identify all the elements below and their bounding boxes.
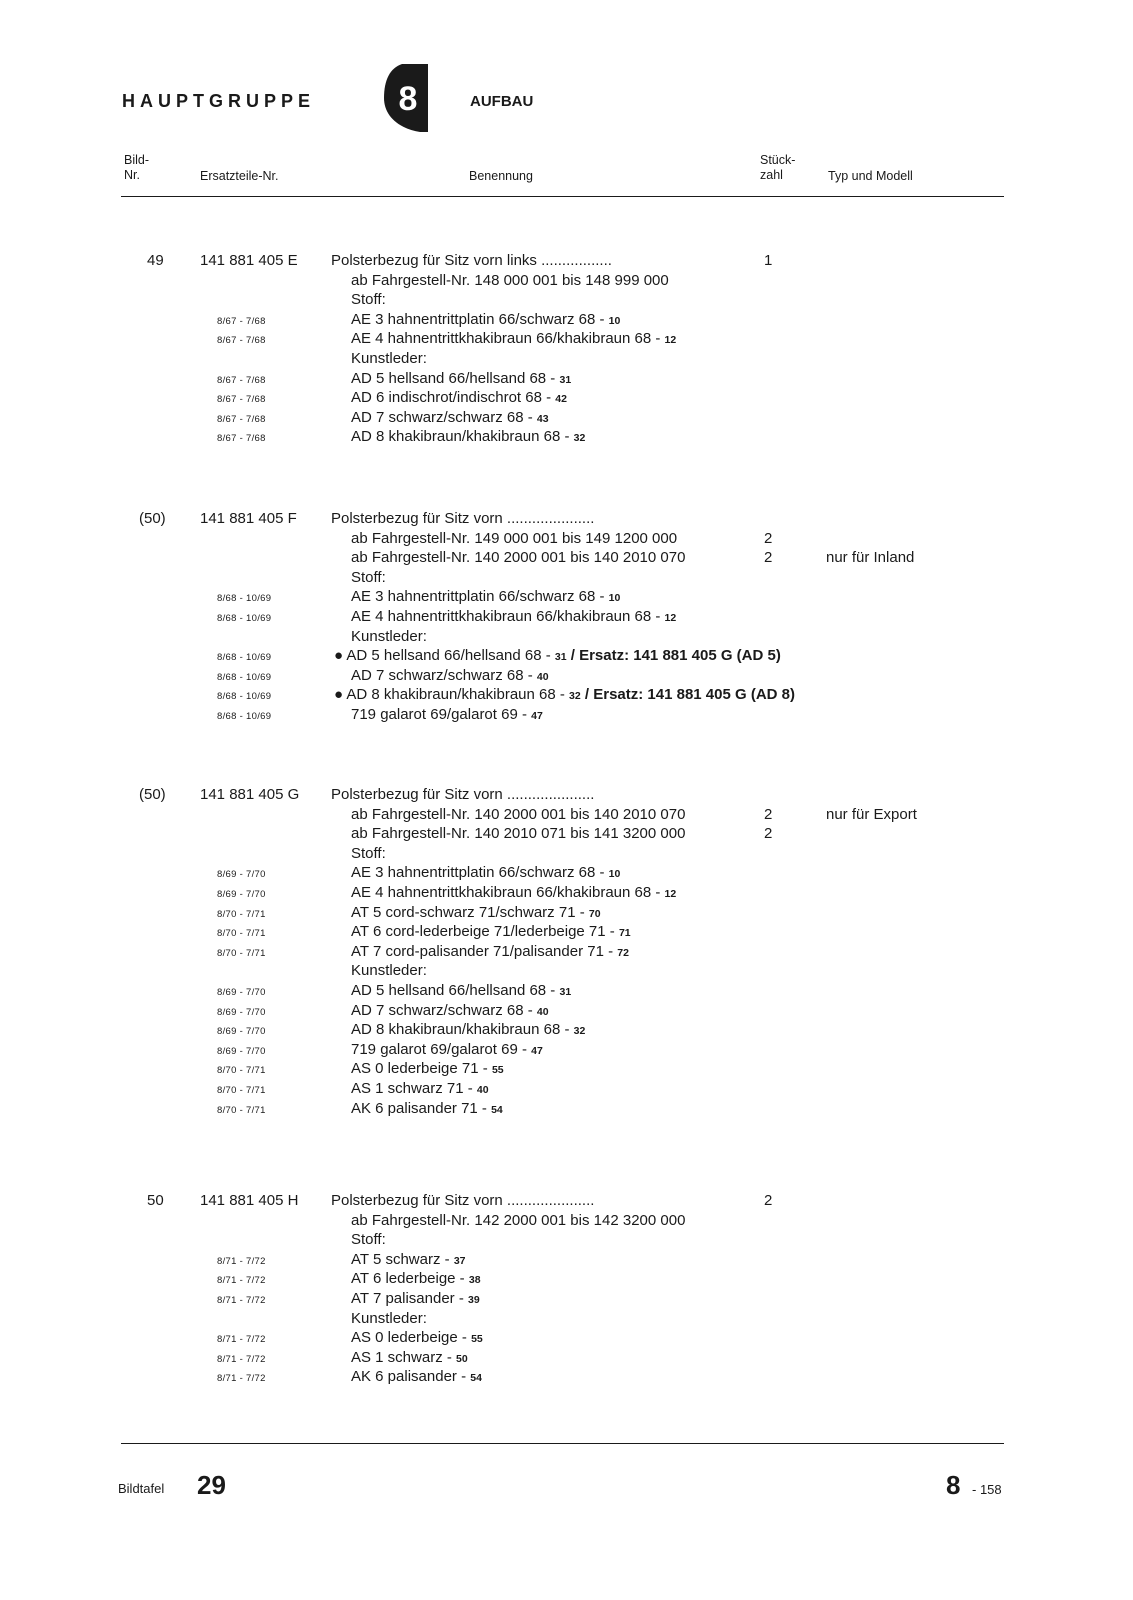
column-header-bild-line1: Bild- <box>124 153 150 167</box>
parts-row <box>120 1059 1000 1079</box>
color-code: 32 <box>569 690 581 703</box>
color-code: 40 <box>536 1005 549 1018</box>
footer-page-group: 8 <box>946 1470 961 1500</box>
validity-dates: 8/71 - 7/72 <box>217 1334 266 1346</box>
color-code: 32 <box>573 1025 586 1038</box>
description <box>351 290 386 310</box>
parts-row <box>120 607 1000 627</box>
description <box>351 587 620 608</box>
description-text: Kunstleder: <box>351 350 427 367</box>
parts-row <box>120 942 1000 962</box>
description <box>331 251 612 271</box>
description <box>351 1328 483 1349</box>
color-code: 40 <box>476 1084 489 1096</box>
validity-dates: 8/69 - 7/70 <box>217 987 266 998</box>
description-text: Polsterbezug für Sitz vorn ..................... <box>331 510 595 527</box>
description-text: Polsterbezug für Sitz vorn ..................... <box>331 1192 595 1209</box>
color-code: 39 <box>468 1294 480 1306</box>
color-code: 37 <box>453 1254 466 1267</box>
parts-row <box>120 1328 1000 1348</box>
column-header-model: Typ und Modell <box>828 169 913 183</box>
column-header-part-number: Ersatzteile-Nr. <box>200 169 279 183</box>
quantity: 2 <box>764 529 773 547</box>
color-code: 47 <box>531 1044 543 1057</box>
validity-dates: 8/68 - 10/69 <box>217 691 272 703</box>
parts-row <box>120 568 1000 588</box>
description <box>351 1250 466 1271</box>
description-text: AD 6 indischrot/indischrot 68 - <box>351 389 556 407</box>
parts-row <box>120 290 1000 310</box>
parts-row <box>120 408 1000 428</box>
description-text: AT 5 cord-schwarz 71/schwarz 71 - <box>351 903 589 921</box>
description-text: AT 6 lederbeige - <box>351 1270 469 1288</box>
group-badge <box>382 62 432 134</box>
column-header-bild <box>124 153 149 183</box>
parts-row <box>120 981 1000 1001</box>
color-code: 12 <box>664 334 677 347</box>
description <box>351 1289 480 1310</box>
validity-dates: 8/67 - 7/68 <box>217 433 266 445</box>
description <box>351 1040 543 1061</box>
description <box>351 922 631 943</box>
description <box>351 388 567 409</box>
validity-dates: 8/70 - 7/71 <box>217 1085 266 1096</box>
parts-row <box>120 863 1000 883</box>
description <box>351 408 549 429</box>
validity-dates: 8/69 - 7/70 <box>217 1006 266 1018</box>
description <box>351 1309 427 1329</box>
illustration-number: 49 <box>147 252 164 269</box>
description <box>351 568 386 588</box>
replacement-note: / Ersatz: 141 881 405 G (AD 8) <box>580 686 795 704</box>
description <box>351 1348 468 1369</box>
description <box>351 627 427 647</box>
parts-row <box>120 1230 1000 1250</box>
parts-row <box>120 922 1000 942</box>
parts-row <box>120 1040 1000 1060</box>
parts-row <box>120 369 1000 389</box>
description-text: ab Fahrgestell-Nr. 140 2000 001 bis 140 2010 070 <box>351 805 686 823</box>
group-badge-number: 8 <box>398 80 418 118</box>
quantity: 2 <box>764 825 773 843</box>
color-code: 31 <box>554 651 567 664</box>
description-text: 719 galarot 69/galarot 69 - <box>351 706 532 723</box>
column-header-quantity-line1: Stück- <box>760 153 796 167</box>
description-text: Stoff: <box>351 1231 386 1249</box>
color-code: 54 <box>491 1103 503 1116</box>
color-code: 10 <box>608 314 621 327</box>
description <box>351 1079 489 1100</box>
description-text: Kunstleder: <box>351 1309 427 1327</box>
model-note: nur für Inland <box>826 549 915 567</box>
description <box>351 1059 504 1080</box>
illustration-number: 50 <box>147 1192 164 1209</box>
description-text: AE 4 hahnentrittkhakibraun 66/khakibraun 68 - <box>351 884 665 901</box>
description <box>351 271 669 291</box>
parts-row <box>120 349 1000 369</box>
description <box>334 685 795 706</box>
description <box>351 529 677 549</box>
description <box>351 349 427 369</box>
validity-dates: 8/71 - 7/72 <box>217 1275 266 1287</box>
bullet-icon: ● <box>334 647 344 665</box>
section-title: AUFBAU <box>470 93 534 110</box>
parts-row <box>120 329 1000 349</box>
description <box>351 369 571 390</box>
validity-dates: 8/71 - 7/72 <box>217 1295 266 1306</box>
description <box>334 646 781 667</box>
description-text: AD 5 hellsand 66/hellsand 68 - <box>343 647 555 665</box>
description-text: AE 4 hahnentrittkhakibraun 66/khakibraun 68 - <box>351 608 665 625</box>
description-text: Polsterbezug für Sitz vorn links ................. <box>331 252 612 269</box>
parts-row <box>120 1211 1000 1231</box>
validity-dates: 8/70 - 7/71 <box>217 908 266 920</box>
description <box>351 666 549 687</box>
model-note: nur für Export <box>826 805 917 823</box>
parts-row <box>120 646 1000 666</box>
parts-row <box>120 627 1000 647</box>
parts-row <box>120 666 1000 686</box>
color-code: 43 <box>536 412 549 425</box>
parts-row <box>120 1367 1000 1387</box>
description <box>331 1191 594 1211</box>
description <box>351 863 620 884</box>
illustration-number: (50) <box>139 786 166 803</box>
description-text: AD 5 hellsand 66/hellsand 68 - <box>351 982 560 999</box>
description-text: Stoff: <box>351 568 386 586</box>
description-text: AD 7 schwarz/schwarz 68 - <box>351 408 537 426</box>
quantity: 1 <box>764 252 773 269</box>
parts-row <box>120 883 1000 903</box>
description-text: AK 6 palisander 71 - <box>351 1099 492 1117</box>
main-group-title: HAUPTGRUPPE <box>122 91 316 111</box>
part-number: 141 881 405 G <box>200 786 300 803</box>
parts-row <box>120 961 1000 981</box>
description <box>351 1099 503 1120</box>
description-text: AT 6 cord-lederbeige 71/lederbeige 71 - <box>351 923 619 941</box>
description-text: Kunstleder: <box>351 627 427 645</box>
description-text: Kunstleder: <box>351 962 427 980</box>
quantity: 2 <box>764 1192 773 1209</box>
description <box>351 883 676 904</box>
parts-row <box>120 705 1000 725</box>
description <box>351 942 629 963</box>
description-text: AE 3 hahnentrittplatin 66/schwarz 68 - <box>351 864 609 882</box>
parts-row <box>120 1020 1000 1040</box>
description-text: AD 7 schwarz/schwarz 68 - <box>351 666 537 684</box>
description-text: AD 8 khakibraun/khakibraun 68 - <box>351 428 574 446</box>
parts-row <box>120 785 1000 805</box>
part-number: 141 881 405 F <box>200 510 297 527</box>
parts-row <box>120 1289 1000 1309</box>
parts-row <box>120 310 1000 330</box>
color-code: 12 <box>664 888 677 900</box>
description-text: AE 3 hahnentrittplatin 66/schwarz 68 - <box>351 588 609 606</box>
description <box>351 1001 549 1022</box>
description <box>351 310 620 331</box>
color-code: 54 <box>470 1372 482 1385</box>
color-code: 72 <box>617 946 629 959</box>
color-code: 50 <box>456 1352 468 1365</box>
replacement-note: / Ersatz: 141 881 405 G (AD 5) <box>566 647 781 665</box>
validity-dates: 8/71 - 7/72 <box>217 1255 266 1267</box>
description-text: AT 5 schwarz - <box>351 1250 454 1268</box>
color-code: 31 <box>559 986 572 998</box>
description <box>351 705 543 726</box>
validity-dates: 8/70 - 7/71 <box>217 928 266 940</box>
parts-row <box>120 1309 1000 1329</box>
description-text: AT 7 palisander - <box>351 1290 469 1307</box>
bullet-icon: ● <box>334 686 344 704</box>
footer-plate-number: 29 <box>197 1470 226 1500</box>
footer-page-number: - 158 <box>972 1482 1002 1497</box>
validity-dates: 8/70 - 7/71 <box>217 1104 266 1116</box>
footer-plate-label: Bildtafel <box>118 1481 165 1496</box>
validity-dates: 8/68 - 10/69 <box>217 711 272 722</box>
validity-dates: 8/70 - 7/71 <box>217 947 266 959</box>
description-text: ab Fahrgestell-Nr. 142 2000 001 bis 142 3200 000 <box>351 1211 686 1229</box>
validity-dates: 8/68 - 10/69 <box>217 613 272 624</box>
color-code: 71 <box>618 927 631 940</box>
validity-dates: 8/70 - 7/71 <box>217 1065 266 1077</box>
description <box>351 548 685 568</box>
color-code: 70 <box>588 907 601 920</box>
parts-row <box>120 427 1000 447</box>
description <box>351 824 685 844</box>
description-text: AS 0 lederbeige - <box>351 1329 472 1347</box>
parts-row <box>120 548 1000 568</box>
validity-dates: 8/67 - 7/68 <box>217 374 266 386</box>
description-text: AD 8 khakibraun/khakibraun 68 - <box>351 1021 574 1039</box>
description <box>351 961 427 981</box>
description <box>351 903 601 924</box>
validity-dates: 8/71 - 7/72 <box>217 1373 266 1385</box>
part-number: 141 881 405 H <box>200 1192 299 1209</box>
quantity: 2 <box>764 805 773 823</box>
part-number: 141 881 405 E <box>200 252 298 269</box>
color-code: 12 <box>664 612 677 624</box>
validity-dates: 8/67 - 7/68 <box>217 315 266 327</box>
description-text: ab Fahrgestell-Nr. 140 2000 001 bis 140 2010 070 <box>351 549 686 567</box>
description-text: AS 0 lederbeige 71 - <box>351 1060 492 1078</box>
parts-row <box>120 685 1000 705</box>
description-text: AD 8 khakibraun/khakibraun 68 - <box>343 686 570 704</box>
parts-row <box>120 529 1000 549</box>
description-text: Polsterbezug für Sitz vorn ..................... <box>331 786 595 803</box>
validity-dates: 8/69 - 7/70 <box>217 1026 266 1038</box>
description-text: AE 4 hahnentrittkhakibraun 66/khakibraun 68 - <box>351 330 665 348</box>
description <box>351 1269 481 1290</box>
column-header-quantity <box>760 153 795 183</box>
quantity: 2 <box>764 549 773 567</box>
color-code: 32 <box>573 432 586 445</box>
parts-row <box>120 251 1000 271</box>
parts-row <box>120 587 1000 607</box>
parts-row <box>120 824 1000 844</box>
description-text: AE 3 hahnentrittplatin 66/schwarz 68 - <box>351 310 609 328</box>
group-badge-shape <box>382 62 432 134</box>
validity-dates: 8/67 - 7/68 <box>217 413 266 425</box>
description <box>351 981 571 1002</box>
description-text: ab Fahrgestell-Nr. 148 000 001 bis 148 999 000 <box>351 271 669 289</box>
footer-divider <box>121 1443 1004 1444</box>
description <box>351 844 386 864</box>
description-text: AS 1 schwarz 71 - <box>351 1080 477 1097</box>
parts-row <box>120 509 1000 529</box>
color-code: 42 <box>555 393 567 406</box>
color-code: 38 <box>468 1274 481 1287</box>
color-code: 55 <box>471 1333 483 1346</box>
color-code: 55 <box>491 1064 504 1077</box>
description-text: Stoff: <box>351 291 386 309</box>
description <box>351 805 685 825</box>
description <box>351 1367 482 1388</box>
parts-row <box>120 1348 1000 1368</box>
color-code: 10 <box>608 868 621 881</box>
description <box>351 329 676 350</box>
parts-row <box>120 805 1000 825</box>
description <box>351 1211 685 1231</box>
description-text: ab Fahrgestell-Nr. 140 2010 071 bis 141 3200 000 <box>351 825 686 843</box>
column-header-description: Benennung <box>469 169 533 183</box>
parts-row <box>120 903 1000 923</box>
description-text: AS 1 schwarz - <box>351 1348 457 1366</box>
description-text: Stoff: <box>351 844 386 862</box>
validity-dates: 8/71 - 7/72 <box>217 1353 266 1365</box>
validity-dates: 8/69 - 7/70 <box>217 889 266 900</box>
parts-row <box>120 1001 1000 1021</box>
description <box>351 1230 386 1250</box>
parts-row <box>120 844 1000 864</box>
parts-row <box>120 271 1000 291</box>
description <box>351 1020 585 1041</box>
description <box>351 427 585 448</box>
column-header-bild-line2: Nr. <box>124 168 140 182</box>
parts-row <box>120 1250 1000 1270</box>
description-text: AD 7 schwarz/schwarz 68 - <box>351 1001 537 1019</box>
description-text: 719 galarot 69/galarot 69 - <box>351 1040 532 1058</box>
description-text: ab Fahrgestell-Nr. 149 000 001 bis 149 1200 000 <box>351 529 678 547</box>
illustration-number: (50) <box>139 510 166 527</box>
header-divider <box>121 196 1004 197</box>
description-text: AD 5 hellsand 66/hellsand 68 - <box>351 369 560 387</box>
parts-row <box>120 388 1000 408</box>
description <box>331 785 594 805</box>
color-code: 10 <box>608 592 621 605</box>
parts-row <box>120 1099 1000 1119</box>
description-text: AK 6 palisander - <box>351 1368 471 1386</box>
validity-dates: 8/67 - 7/68 <box>217 394 266 406</box>
color-code: 40 <box>536 670 549 683</box>
parts-row <box>120 1079 1000 1099</box>
description <box>331 509 594 529</box>
validity-dates: 8/68 - 10/69 <box>217 671 272 683</box>
description <box>351 607 676 628</box>
validity-dates: 8/68 - 10/69 <box>217 652 272 664</box>
validity-dates: 8/68 - 10/69 <box>217 593 272 605</box>
description-text: AT 7 cord-palisander 71/palisander 71 - <box>351 942 618 960</box>
color-code: 31 <box>559 373 572 386</box>
column-header-quantity-line2: zahl <box>760 168 783 182</box>
parts-row <box>120 1191 1000 1211</box>
validity-dates: 8/67 - 7/68 <box>217 335 266 347</box>
validity-dates: 8/69 - 7/70 <box>217 869 266 881</box>
validity-dates: 8/69 - 7/70 <box>217 1045 266 1057</box>
parts-row <box>120 1269 1000 1289</box>
color-code: 47 <box>531 710 543 722</box>
